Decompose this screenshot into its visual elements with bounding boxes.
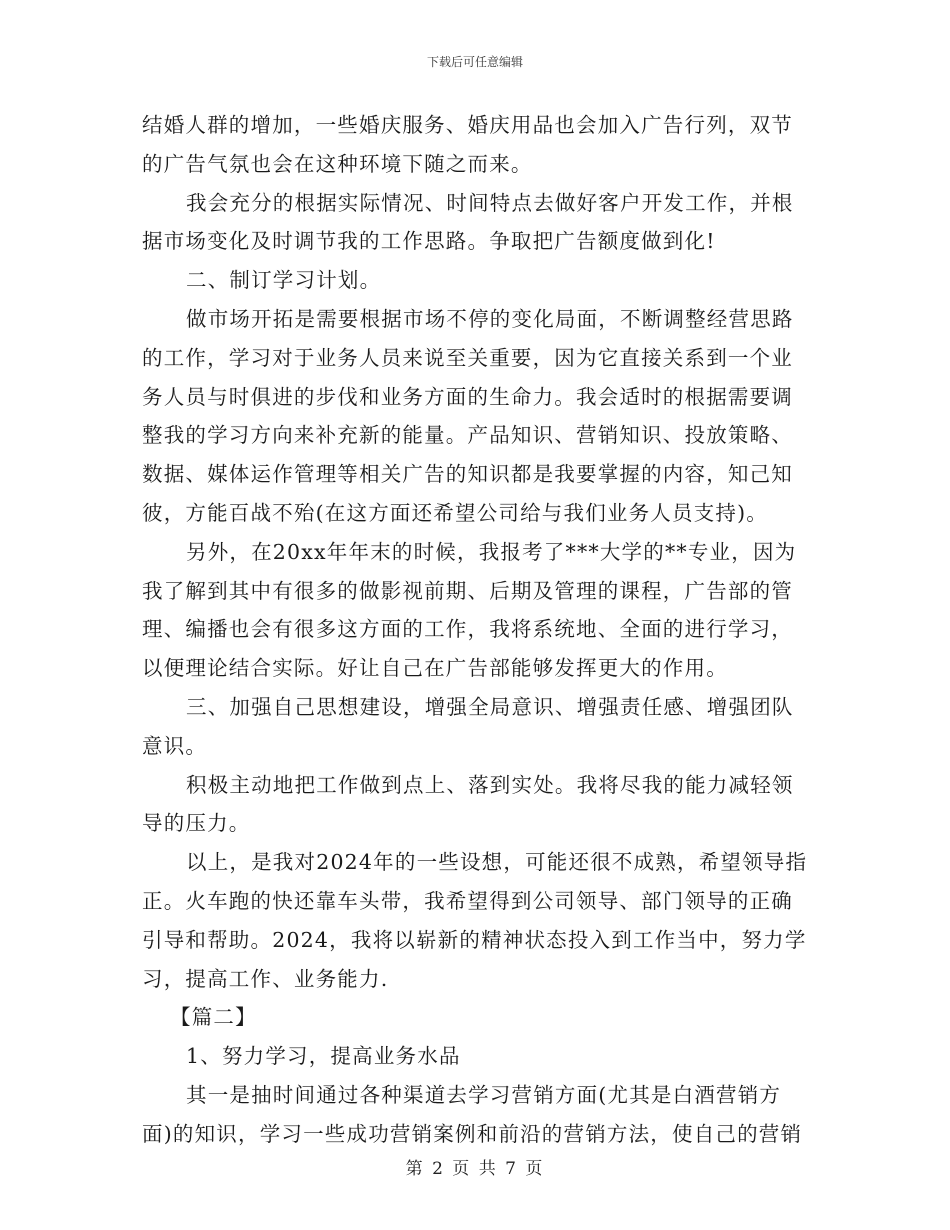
section-heading: 二、制订学习计划。 xyxy=(186,268,382,293)
text-line: 结婚人群的增加，一些婚庆服务、婚庆用品也会加入广告行列，双节 xyxy=(142,113,793,137)
chapter-heading: 【篇二】 xyxy=(170,1005,257,1030)
text-line: 正。火车跑的快还靠车头带，我希望得到公司领导、部门领导的正确 xyxy=(142,888,793,913)
text-line: 据市场变化及时调节我的工作思路。争取把广告额度做到化! xyxy=(142,229,716,254)
text-line: 另外，在20xx年年末的时候，我报考了***大学的**专业，因为 xyxy=(186,539,797,564)
section-heading: 三、加强自己思想建设，增强全局意识、增强责任感、增强团队 xyxy=(186,694,794,719)
text-line: 的工作，学习对于业务人员来说至关重要，因为它直接关系到一个业 xyxy=(142,345,793,370)
page-number: 第 2 页 共 7 页 xyxy=(405,1159,545,1179)
text-line: 以上，是我对2024年的一些设想，可能还很不成熟，希望领导指 xyxy=(186,850,808,875)
text-line: 导的压力。 xyxy=(142,811,251,836)
text-line: 我会充分的根据实际情况、时间特点去做好客户开发工作，并根 xyxy=(186,190,794,215)
text-line: 的广告气氛也会在这种环境下随之而来。 xyxy=(142,151,533,176)
text-line: 以便理论结合实际。好让自己在广告部能够发挥更大的作用。 xyxy=(142,656,728,681)
text-line: 积极主动地把工作做到点上、落到实处。我将尽我的能力减轻领 xyxy=(186,772,794,797)
text-line: 数据、媒体运作管理等相关广告的知识都是我要掌握的内容，知己知 xyxy=(142,462,793,487)
text-line: 做市场开拓是需要根据市场不停的变化局面，不断调整经营思路 xyxy=(186,306,794,331)
text-line: 意识。 xyxy=(142,733,208,758)
text-line: 理、编播也会有很多这方面的工作，我将系统地、全面的进行学习， xyxy=(142,617,793,642)
text-line: 习，提高工作、业务能力. xyxy=(142,966,389,991)
header-note: 下载后可任意编辑 xyxy=(426,55,523,69)
section-heading: 1、努力学习，提高业务水品 xyxy=(186,1044,461,1069)
text-line: 整我的学习方向来补充新的能量。产品知识、营销知识、投放策略、 xyxy=(142,423,793,448)
text-line: 面)的知识，学习一些成功营销案例和前沿的营销方法，使自己的营销 xyxy=(142,1121,803,1146)
document-body xyxy=(142,106,808,1154)
text-line: 我了解到其中有很多的做影视前期、后期及管理的课程，广告部的管 xyxy=(142,578,793,603)
text-line: 引导和帮助。2024，我将以崭新的精神状态投入到工作当中，努力学 xyxy=(142,927,807,952)
text-line: 其一是抽时间通过各种渠道去学习营销方面(尤其是白酒营销方 xyxy=(186,1082,782,1107)
text-line: 务人员与时俱进的步伐和业务方面的生命力。我会适时的根据需要调 xyxy=(142,384,793,409)
text-line: 彼，方能百战不殆(在这方面还希望公司给与我们业务人员支持)。 xyxy=(142,500,768,525)
